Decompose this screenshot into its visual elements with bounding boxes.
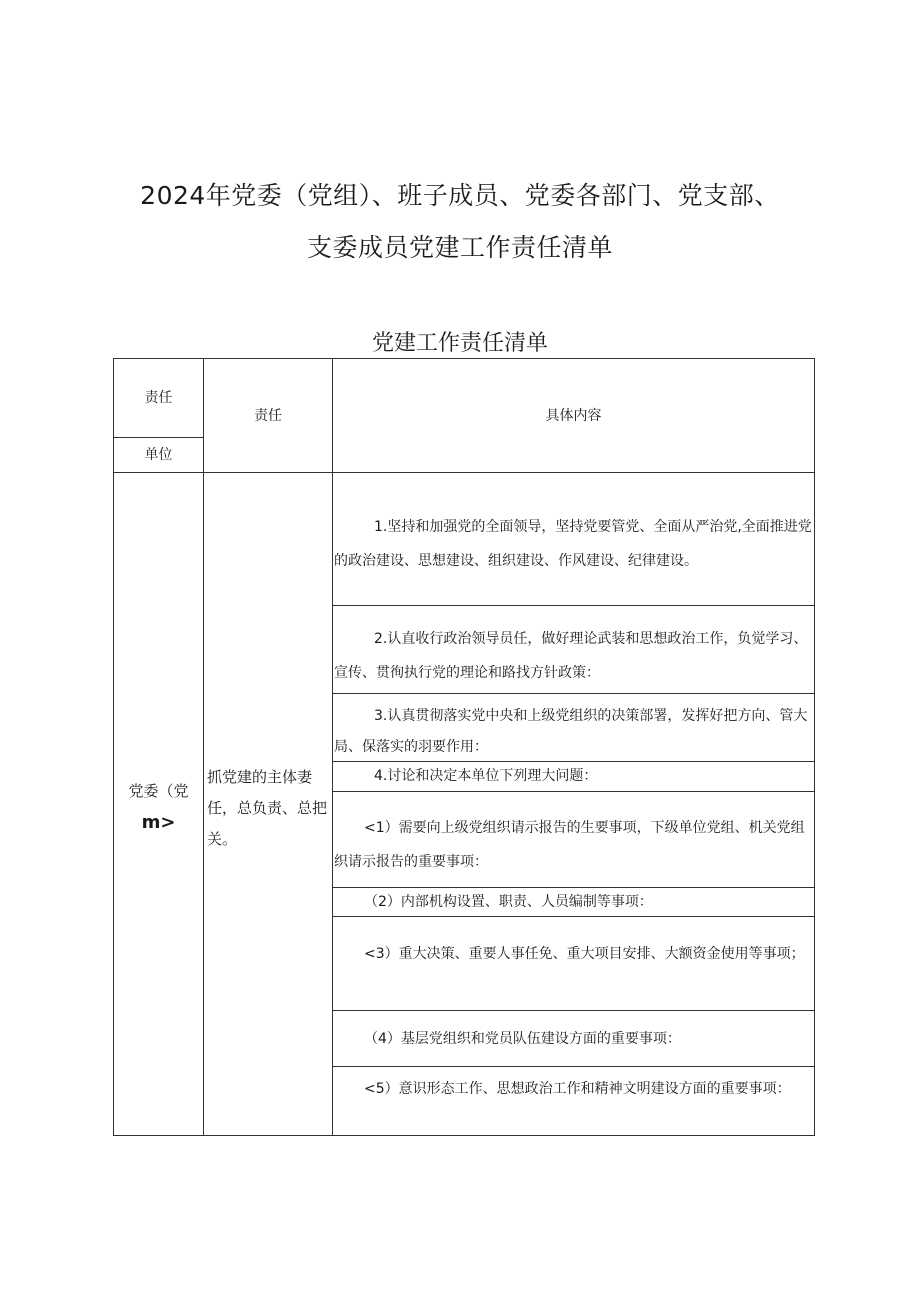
table-border-bottom (113, 1135, 815, 1136)
item-divider-7 (333, 1010, 815, 1011)
document-title-line-2: 支委成员党建工作责任清单 (306, 233, 613, 262)
item-divider-8 (333, 1066, 815, 1067)
unit-line-1: 党委（党 (128, 782, 189, 800)
header-responsibility: 责任 (254, 407, 282, 424)
responsibility-cell (204, 473, 332, 1135)
unit-cell (114, 473, 203, 1135)
item-divider-1 (333, 605, 815, 606)
content-item-8: （4）基层党组织和党员队伍建设方面的重要事项： (364, 1031, 681, 1047)
content-item-4: 4.讨论和决定本单位下列理大问题： (374, 768, 598, 784)
content-item-1: 1.坚持和加强党的全面领导，坚持党要管党、全面从严治党,全面推进党的政治建设、思想建设、组织建设、作风建设、纪律建设。 (334, 519, 812, 569)
table-caption: 党建工作责任清单 (371, 331, 548, 356)
content-item-2: 2.认直收行政治领导员任，做好理论武装和思想政治工作，负觉学习、宣传、贯徇执行党的理论和路找方针政策： (334, 631, 808, 681)
content-item-9: <5）意识形态工作、思想政治工作和精神文明建设方面的重要事项： (364, 1081, 791, 1097)
responsibility-text: 抓党建的主体妻任，总负责、总把关。 (207, 768, 328, 848)
content-item-3: 3.认真贯彻落实党中央和上级党组织的决策部署，发挥好把方向、管大局、保落实的羽要作用： (334, 708, 808, 755)
content-item-5: <1）需要向上级党组织请示报告的生要事项，下级单位党组、机关党组织请示报告的重要事项： (334, 820, 805, 870)
unit-line-2: m> (141, 812, 176, 833)
header-unit-top: 责任 (144, 390, 173, 406)
document-title-line-1: 2024年党委（党组）、班子成员、党委各部门、党支部、 (140, 181, 780, 210)
header-content: 具体内容 (545, 407, 602, 424)
column-divider-2 (332, 358, 333, 1136)
item-divider-2 (333, 693, 815, 694)
content-item-7: <3）重大决策、重要人事任免、重大项目安排、大额资金使用等事项； (364, 946, 805, 962)
table-border-right (814, 358, 815, 1136)
content-item-6: （2）内部机构设置、职责、人员编制等事项： (364, 894, 653, 910)
item-divider-4 (333, 791, 815, 792)
header-unit-bottom: 单位 (144, 447, 173, 463)
